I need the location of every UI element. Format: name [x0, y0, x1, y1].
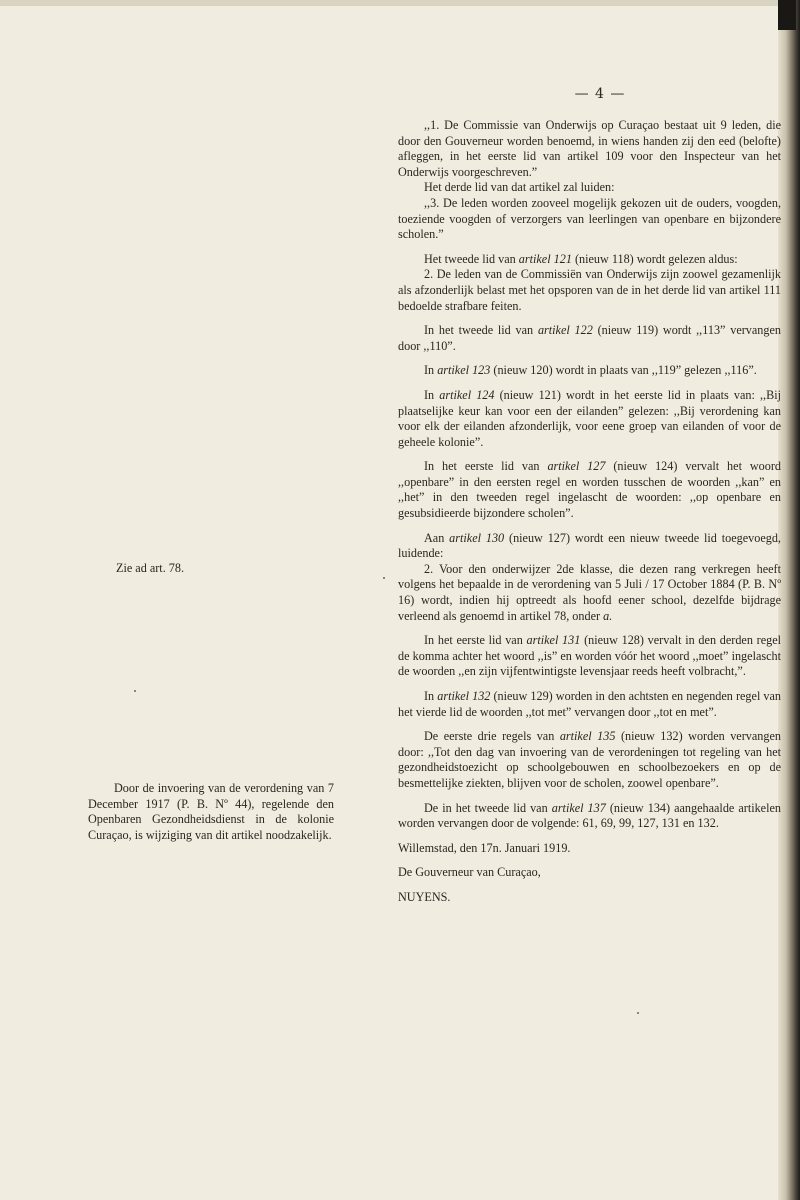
sidenote-text: Door de invoering van de verordening van 7 December 1917 (P. B. Nº 44), regelende den Openbaren Gezondheidsdienst in de kolonie Curaçao, is wijziging van dit artikel noodzakelijk.	[88, 781, 334, 842]
binding-edge	[778, 0, 800, 1200]
article-ref: artikel 127	[547, 459, 606, 474]
speck	[383, 577, 385, 579]
signature-place-date: Willemstad, den 17n. Januari 1919.	[398, 840, 571, 855]
speck	[637, 1012, 639, 1014]
article-ref: artikel 121	[518, 251, 572, 266]
article-ref: artikel 135	[559, 729, 616, 744]
signature-title: De Gouverneur van Curaçao,	[398, 865, 541, 880]
paragraph: In het eerste lid van artikel 127 (nieuw 124) vervalt het woord ,,openbare” in den eersten regel en worden tusschen de woorden ,,kan” en ,,het” in den tweeden regel ingelascht de woorden: ,,op openbare en gesubsidieerde bijzondere scholen”.	[398, 459, 781, 521]
article-ref: artikel 132	[437, 689, 491, 703]
body-text	[398, 118, 781, 906]
binding-tab	[778, 0, 796, 30]
paragraph: ,,1. De Commissie van Onderwijs op Curaçao bestaat uit 9 leden, die door den Gouverneur worden benoemd, in wiens handen zij den eed (belofte) afleggen, in het eerste lid van artikel 109 voor den Inspecteur van het Onderwijs voorgeschreven.”	[398, 118, 781, 179]
article-ref: artikel 137	[551, 800, 606, 815]
signature-name: NUYENS.	[398, 889, 451, 904]
article-ref: artikel 130	[449, 530, 505, 545]
paragraph: In het tweede lid van artikel 122 (nieuw 119) wordt ,,113” vervangen door ,,110”.	[398, 323, 781, 353]
paragraph: 2. De leden van de Commissiën van Onderwijs zijn zoowel gezamenlijk als afzonderlijk belast met het opsporen van de in het derde lid van artikel 111 bedoelde strafbare feiten.	[398, 267, 781, 313]
paragraph: De in het tweede lid van artikel 137 (nieuw 134) aangehaalde artikelen worden vervangen door de volgende: 61, 69, 99, 127, 131 en 132.	[398, 800, 781, 831]
article-ref: artikel 131	[526, 633, 581, 648]
paragraph: 2. Voor den onderwijzer 2de klasse, die dezen rang verkregen heeft volgens het bepaalde in de verordening van 5 Juli / 17 October 1884 (P. B. Nº 16) wordt, indien hij optreedt als hoofd eener school, dezelfde bijdrage verleend als genoemd in artikel 78, onder a.	[398, 561, 781, 623]
article-ref: artikel 122	[537, 323, 593, 338]
page-number: — 4 —	[574, 86, 626, 102]
sidenote-amendment	[88, 781, 334, 843]
paragraph: In artikel 123 (nieuw 120) wordt in plaats van ,,119” gelezen ,,116”.	[424, 363, 757, 378]
sidenote-reference: Zie ad art. 78.	[116, 561, 185, 575]
paragraph: Aan artikel 130 (nieuw 127) wordt een nieuw tweede lid toegevoegd, luidende:	[398, 530, 781, 561]
paragraph: De eerste drie regels van artikel 135 (nieuw 132) worden vervangen door: ,,Tot den dag van invoering van de verordeningen tot regeling van het gezondheidstoezicht op schoolgebouwen en schoolbezoekers en op de besmettelijke ziekten, blijven voor de scholen, zoowel openbare”.	[398, 729, 781, 790]
speck	[134, 690, 136, 692]
paragraph: In artikel 132 (nieuw 129) worden in den achtsten en negenden regel van het vierde lid de woorden ,,tot met” vervangen door ,,tot en met”.	[398, 689, 781, 719]
paragraph: Het tweede lid van artikel 121 (nieuw 118) wordt gelezen aldus:	[424, 251, 738, 266]
article-ref: artikel 123	[437, 363, 491, 378]
page-top-edge	[0, 0, 800, 6]
paragraph: ,,3. De leden worden zooveel mogelijk gekozen uit de ouders, voogden, toeziende voogden of verzorgers van leerlingen van openbare en bijzondere scholen.”	[398, 195, 781, 242]
paragraph: Het derde lid van dat artikel zal luiden:	[424, 180, 615, 195]
paragraph: In het eerste lid van artikel 131 (nieuw 128) vervalt in den derden regel de komma achter het woord ,,is” en worden vóór het woord ,,moet” ingelascht de woorden ,,en zijn vijfentwintigste levensjaar reeds heeft volbracht,”.	[398, 633, 781, 679]
article-ref: artikel 124	[439, 387, 495, 402]
paragraph: In artikel 124 (nieuw 121) wordt in het eerste lid in plaats van: ,,Bij plaatselijke keur kan voor een der eilanden” gelezen: ,,Bij verordening kan voor elk der eilanden afzonderlijk, voor eene groep van eilanden of voor de geheele kolonie”.	[398, 387, 781, 449]
